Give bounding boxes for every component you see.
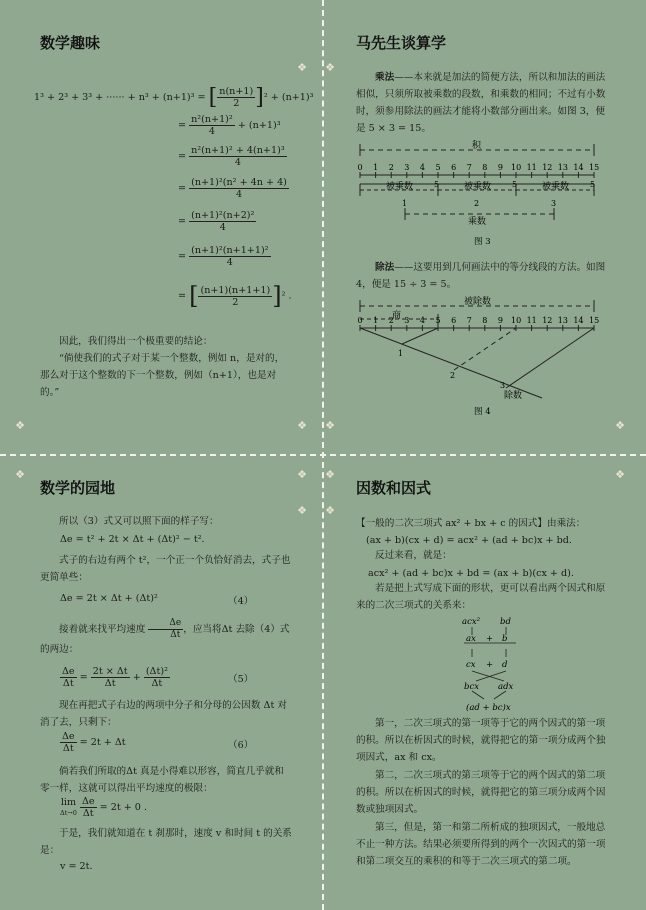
number-line-label: 5 xyxy=(435,163,441,172)
equation-lhs: 1³ + 2³ + 3³ + ······ + n³ + (n+1)³ = xyxy=(34,92,206,103)
figure-3-multiplication xyxy=(356,138,606,248)
equation-number: （6） xyxy=(228,740,254,751)
fraction-denominator: 2 xyxy=(232,296,239,308)
number-line-label: 9 xyxy=(497,316,503,325)
segment-end-5: 5 xyxy=(512,180,518,189)
equation-tail: ² + (n+1)³ xyxy=(263,92,314,103)
fraction-numerator: n²(n+1)² xyxy=(191,114,233,125)
number-line-label: 7 xyxy=(466,163,472,172)
label-dividend: 被除数 xyxy=(464,297,492,307)
equation-number: （5） xyxy=(228,674,254,685)
multiplier-count-1: 1 xyxy=(402,199,408,208)
term-bcx: bcx xyxy=(464,682,479,692)
label-multiplier: 乘数 xyxy=(468,217,487,227)
figure-caption: 图 4 xyxy=(474,407,491,417)
number-line-label: 0 xyxy=(357,163,363,172)
ornament-icon: ❖ xyxy=(297,419,307,432)
term-b: b xyxy=(502,634,508,644)
equation-line: v = 2t. xyxy=(60,861,93,872)
text-run: ，应当将Δt 去除（4）式的两边： xyxy=(40,624,290,655)
number-line-label: 10 xyxy=(511,316,522,325)
number-line-label: 15 xyxy=(589,163,600,172)
number-line-label: 4 xyxy=(419,163,425,172)
rule-paragraph-1: 第一，二次三项式的第一项等于它的两个因式的第一项的积。所以在析因式的时候，就得把它的第一项分成两个独项因式，ax 和 cx。 xyxy=(356,718,606,763)
segment-end-5: 5 xyxy=(434,180,440,189)
fraction-numerator: n(n+1) xyxy=(219,86,254,97)
equation-line xyxy=(60,731,126,754)
fraction-numerator: 2t × Δt xyxy=(92,666,128,677)
equation-line: = $\frac{\text{(n+1)²(n+1+1)²}}{4}$ xyxy=(178,245,269,268)
number-line-label: 3 xyxy=(404,316,410,325)
number-line-label: 12 xyxy=(542,316,553,325)
panel-title: 马先生谈算学 xyxy=(356,34,447,52)
fraction-numerator: Δe xyxy=(62,731,75,742)
text-line: 式子的右边有两个 t²，一个正一个负恰好消去，式子也更简单些： xyxy=(40,555,291,583)
panel-factors xyxy=(324,457,646,910)
equation-line: = $\frac{\text{n²(n+1)² + 4(n+1)³}}{4}$ xyxy=(178,145,285,168)
fraction-denominator: Δt xyxy=(104,678,116,689)
equation-rhs: = 2t + Δt xyxy=(79,737,126,748)
ornament-icon: ❖ xyxy=(297,61,307,74)
fraction-numerator: (Δt)² xyxy=(145,666,168,677)
figure-caption: 图 3 xyxy=(474,237,491,247)
equation-line: = $\frac{\text{(n+1)²(n+2)²}}{4}$ xyxy=(178,210,255,233)
multiplier-count-3: 3 xyxy=(551,199,557,208)
fraction-numerator: (n+1)²(n+1+1)² xyxy=(191,245,269,256)
paragraph-text: ——这要用到几何画法中的等分线段的方法。如图 4，便是 15 ÷ 3 = 5。 xyxy=(356,262,606,290)
multiplication-paragraph xyxy=(356,69,606,137)
fraction-numerator: (n+1)(n+1+1) xyxy=(200,284,271,296)
number-line-label: 4 xyxy=(419,316,425,325)
text-line: 倘若我们所取的Δt 真是小得难以形容，简直几乎就和零一样，这就可以得出平均速度的极限： xyxy=(40,766,284,794)
conclusion-intro: 因此，我们得出一个极重要的结论： xyxy=(59,336,213,347)
paragraph-text: ——本来就是加法的简便方法，所以和加法的画法相似，只须所取被乘数的段数，和乘数的相同；不过有小数时，须参用除法的画法才能将小数部分画出来。如图 3，便是 5 × 3 = 15。 xyxy=(356,72,606,134)
number-line-label: 10 xyxy=(511,163,522,172)
number-line-label: 2 xyxy=(388,163,394,172)
fraction-denominator: 4 xyxy=(226,257,233,268)
panel-title: 因数和因式 xyxy=(356,479,432,497)
fraction-numerator: n²(n+1)² + 4(n+1)³ xyxy=(191,145,285,156)
term-cx: cx xyxy=(466,660,476,670)
panel-math-fun xyxy=(0,0,322,453)
equation-rhs: = 2t + 0 . xyxy=(99,802,148,813)
number-line-label: 14 xyxy=(573,163,584,172)
horizontal-divider xyxy=(0,454,646,456)
number-line-label: 8 xyxy=(482,316,488,325)
number-line-label: 11 xyxy=(526,316,537,325)
divisor-point-2: 2 xyxy=(450,371,456,380)
number-line-label: 12 xyxy=(542,163,553,172)
fraction-denominator: 4 xyxy=(208,126,215,137)
conclusion-quote: “倘使我们的式子对于某一个整数，例如 n，是对的，那么对于这个整数的下一个整数，例如（n+1），也是对的。” xyxy=(40,353,285,398)
equation-line: Δe = 2t × Δt + (Δt)² xyxy=(60,593,158,604)
number-line-label: 8 xyxy=(482,163,488,172)
ornament-icon: ❖ xyxy=(325,468,335,481)
label-multiplicand: 被乘数 xyxy=(386,182,414,192)
plus-sign: + xyxy=(486,660,494,670)
equation-line: = $\frac{\text{n²(n+1)²}}{4}$ + (n+1)³ xyxy=(178,114,281,137)
limit-operator: lim xyxy=(60,796,77,808)
fraction-numerator: Δe xyxy=(62,666,75,677)
number-line-label: 13 xyxy=(557,163,568,172)
fraction-denominator: Δt xyxy=(151,678,163,689)
label-product: 积 xyxy=(472,141,482,151)
label-multiplicand: 被乘数 xyxy=(542,182,570,192)
term-bold: 乘法 xyxy=(375,72,395,83)
panel-mr-ma xyxy=(324,0,646,453)
ornament-icon: ❖ xyxy=(615,468,625,481)
ornament-icon: ❖ xyxy=(325,61,335,74)
ornament-icon: ❖ xyxy=(325,504,335,517)
ornament-icon: ❖ xyxy=(297,504,307,517)
number-line-label: 0 xyxy=(357,316,363,325)
label-quotient: 商 xyxy=(392,311,402,321)
term-acx2: acx² xyxy=(462,617,481,627)
ornament-icon: ❖ xyxy=(615,419,625,432)
number-line-label: 5 xyxy=(435,316,441,325)
term-adx: adx xyxy=(498,682,514,692)
fraction-denominator: 4 xyxy=(235,189,243,200)
number-line-label: 11 xyxy=(526,163,537,172)
number-line-label: 1 xyxy=(373,163,379,172)
equation-line: acx² + (ad + bc)x + bd = (ax + b)(cx + d). xyxy=(368,568,574,579)
panel-title: 数学的园地 xyxy=(40,479,116,497)
label-multiplicand: 被乘数 xyxy=(464,182,492,192)
number-line-label: 7 xyxy=(466,316,472,325)
term-ax: ax xyxy=(466,634,476,644)
figure-4-division xyxy=(356,294,606,424)
segment-end-5: 5 xyxy=(590,180,596,189)
text-line xyxy=(40,618,292,658)
number-line-label: 6 xyxy=(451,163,457,172)
rule-paragraph-2: 第二，二次三项式的第三项等于它的两个因式的第二项的积。所以在析因式的时候，就得把它的第三项分成两个因数或独项因式。 xyxy=(356,770,606,815)
equation-number: （4） xyxy=(228,596,254,607)
cross-factoring-diagram xyxy=(454,615,534,715)
panel-title: 数学趣味 xyxy=(40,34,101,52)
fraction-numerator: Δe xyxy=(148,618,183,630)
ornament-icon: ❖ xyxy=(325,419,335,432)
fraction-denominator: Δt xyxy=(170,630,181,640)
number-line-label: 2 xyxy=(388,316,394,325)
term-bd: bd xyxy=(500,617,511,627)
limit-subscript: Δt→0 xyxy=(60,808,77,817)
equation-line: $\frac{\Delta e}{\Delta t}$ = $\frac{2t \times \Delta t}{\Delta t}$ + $\frac{\text{(Δt)²}}{\Delta t}$ xyxy=(62,666,168,689)
equation-line: (ax + b)(cx + d) = acx² + (ad + bc)x + bd. xyxy=(366,535,572,546)
ornament-icon: ❖ xyxy=(15,468,25,481)
equation-line: Δe = t² + 2t × Δt + (Δt)² − t². xyxy=(60,534,205,545)
fraction-denominator: 4 xyxy=(234,157,241,168)
division-paragraph xyxy=(356,259,606,293)
ornament-icon: ❖ xyxy=(297,468,307,481)
plus-sign: + xyxy=(132,672,141,683)
number-line-label: 6 xyxy=(451,316,457,325)
number-line-label: 1 xyxy=(373,316,379,325)
number-line-label: 3 xyxy=(404,163,410,172)
fraction-denominator: Δt xyxy=(62,678,74,689)
divisor-point-3: 3 xyxy=(500,381,506,390)
fraction-denominator: Δt xyxy=(82,808,94,819)
fraction-numerator: (n+1)²(n+2)² xyxy=(191,210,255,221)
text-line: 反过来看，就是： xyxy=(375,550,452,561)
equation-tail: ² . xyxy=(281,290,292,302)
term-d: d xyxy=(502,660,508,670)
equation-line: = [ $\frac{(n+1)(n+1+1)}{2}$ ]² . xyxy=(178,282,292,310)
fraction-numerator: Δe xyxy=(81,796,95,807)
fraction-denominator: 4 xyxy=(219,222,226,233)
number-line-label: 9 xyxy=(497,163,503,172)
label-divisor: 除数 xyxy=(504,391,523,401)
number-line-label: 13 xyxy=(557,316,568,325)
text-line: 【一般的二次三项式 ax² + bx + c 的因式】由乘法： xyxy=(356,518,586,529)
text-line: 现在再把式子右边的两项中分子和分母的公因数 Δt 对消了去，只剩下： xyxy=(40,700,287,728)
fraction-numerator: (n+1)²(n² + 4n + 4) xyxy=(191,177,287,188)
equation-tail: + (n+1)³ xyxy=(237,120,281,131)
term-sum: (ad + bc)x xyxy=(466,703,511,713)
number-line-label: 15 xyxy=(589,316,600,325)
plus-sign: + xyxy=(486,634,494,644)
text-line: 所以（3）式又可以照下面的样子写： xyxy=(59,516,219,527)
limit-equation xyxy=(60,796,147,819)
fraction-denominator: 2 xyxy=(233,98,240,109)
equation-line: 1³ + 2³ + 3³ + ······ + n³ + (n+1)³ = [ $\frac{n(n+1)}{2}$ ]² + (n+1)³ xyxy=(34,85,314,110)
text-line: 若是把上式写成下面的形状，更可以看出两个因式和原来的二次三项式的关系来： xyxy=(356,583,606,611)
fraction-denominator: Δt xyxy=(62,743,74,754)
divisor-point-1: 1 xyxy=(398,349,404,358)
panel-math-garden xyxy=(0,457,322,910)
text-line: 于是，我们就知道在 t 刹那时，速度 v 和时间 t 的关系是： xyxy=(40,828,292,856)
number-line-label: 14 xyxy=(573,316,584,325)
term-bold: 除法 xyxy=(375,262,395,273)
ornament-icon: ❖ xyxy=(15,419,25,432)
multiplier-count-2: 2 xyxy=(474,199,480,208)
equation-line: = $\frac{\text{(n+1)²(n² + 4n + 4)}}{4}$ xyxy=(178,177,287,200)
rule-paragraph-3: 第三，但是，第一和第二所析成的独项因式，一般地总不止一种方法。结果必须要所得到的两个一次因式的第一项和第二项交互的乘积的和等于二次三项式的第二项。 xyxy=(356,822,606,867)
text-run: 接着就来找平均速度 xyxy=(59,624,146,635)
